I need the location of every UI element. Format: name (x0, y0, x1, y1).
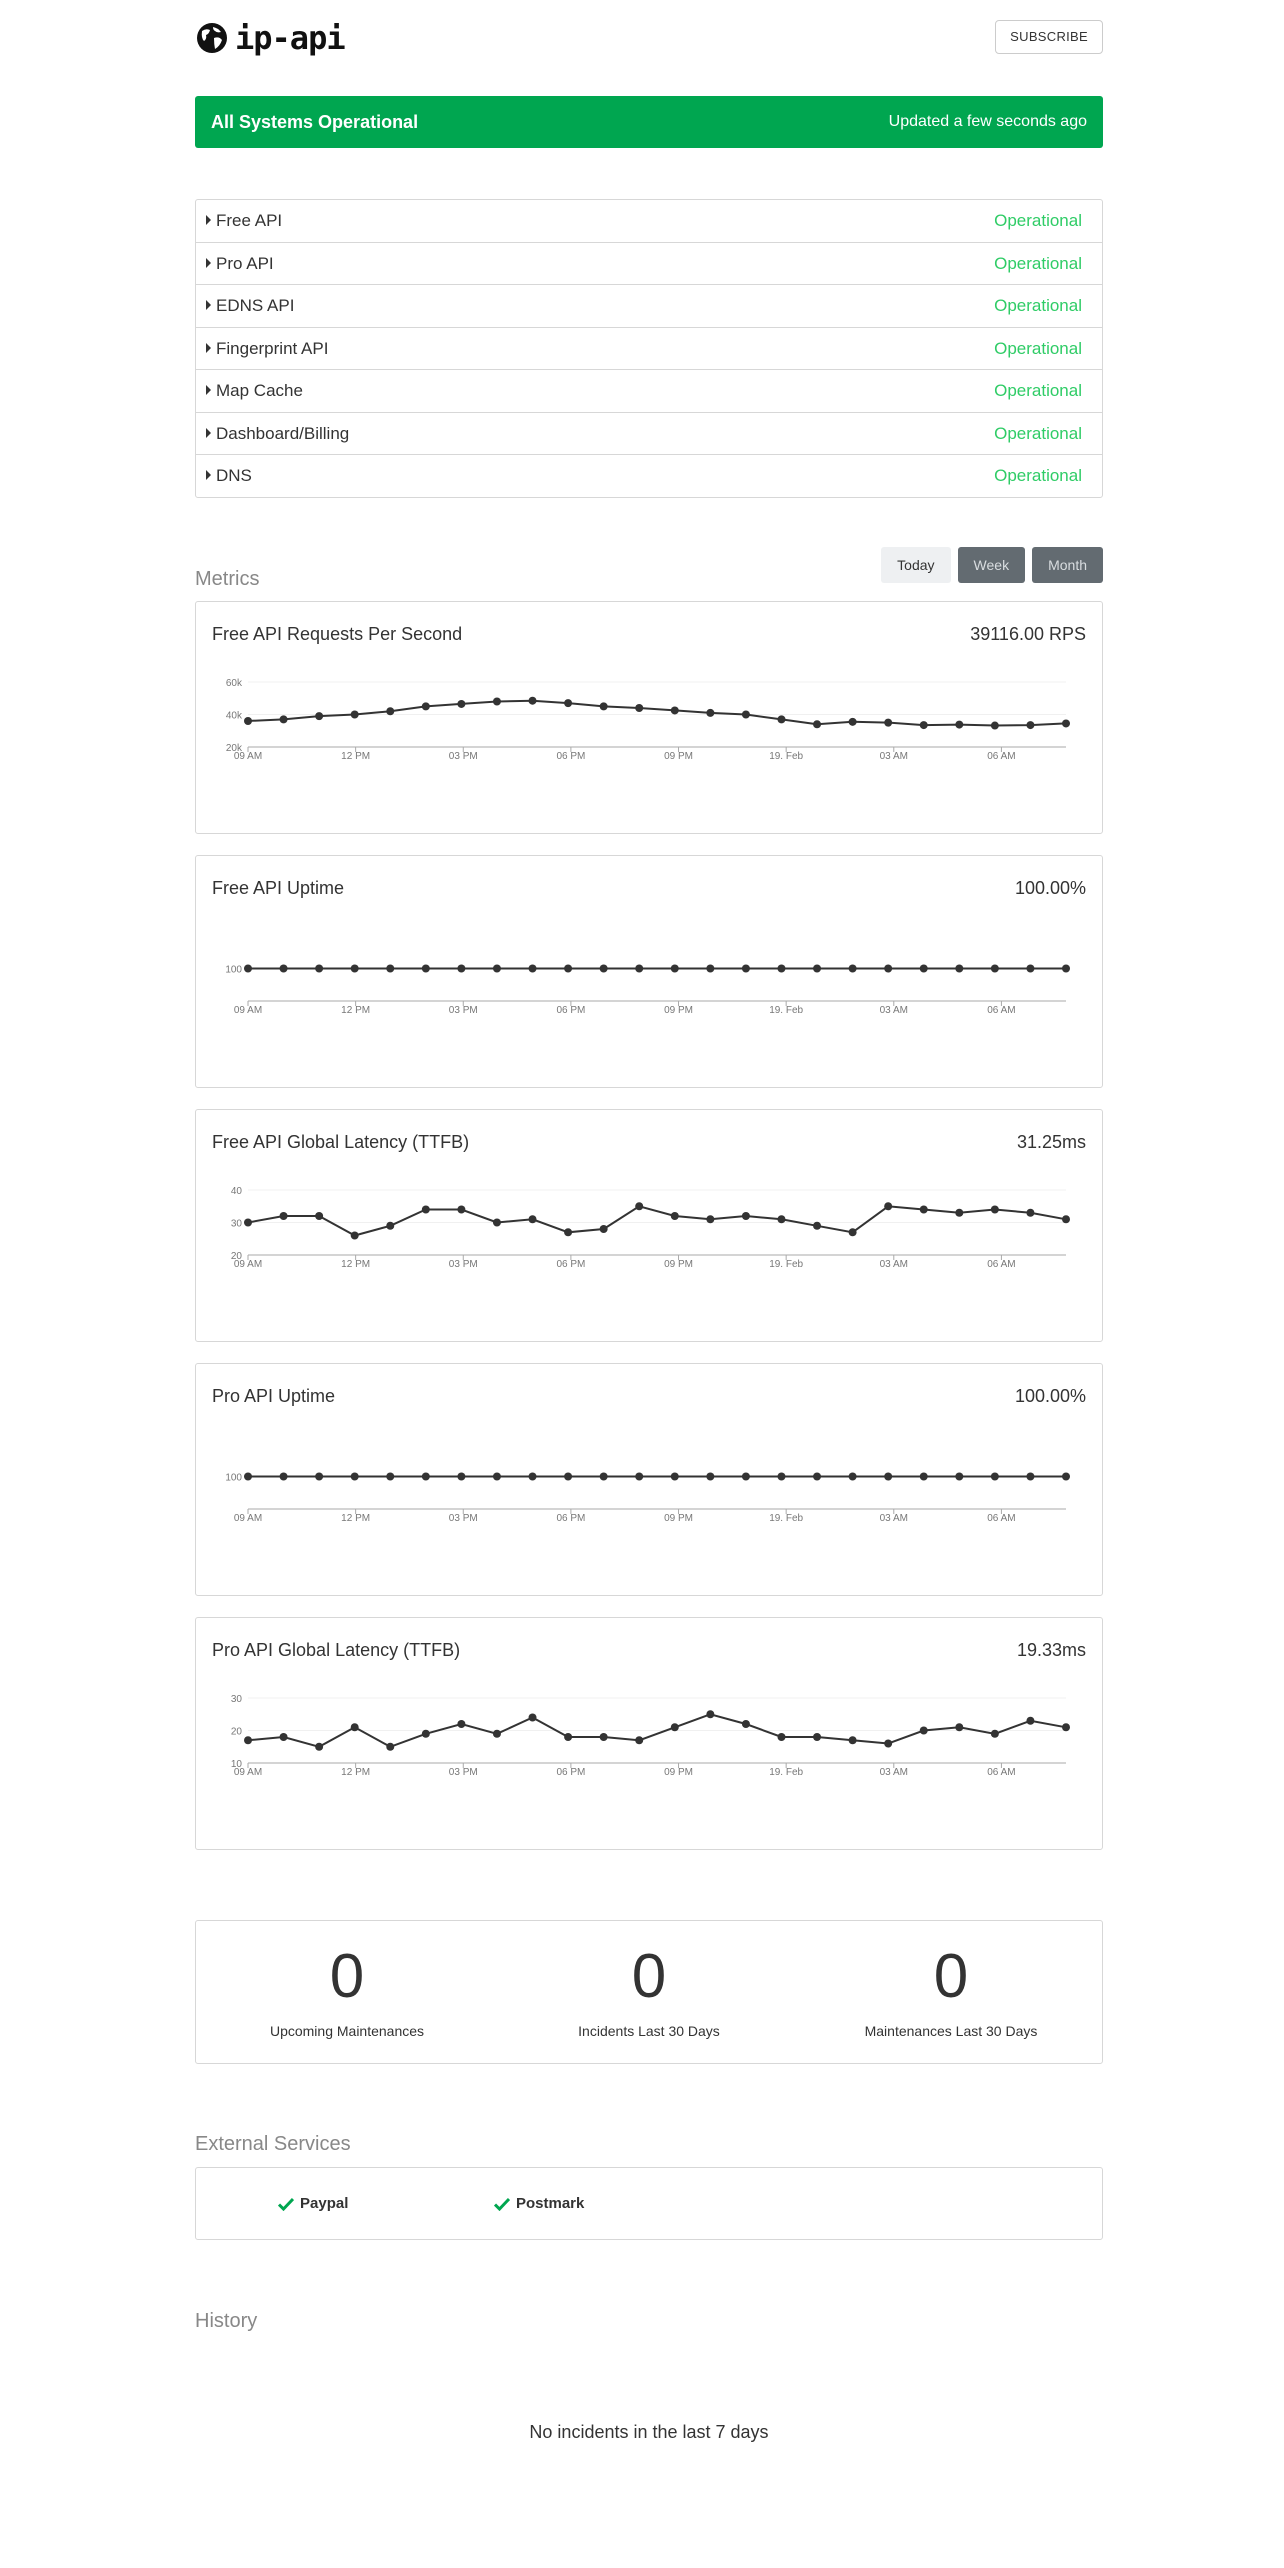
caret-right-icon (206, 385, 211, 395)
data-point (280, 1212, 288, 1220)
data-point (386, 1473, 394, 1481)
history-heading: History (195, 2310, 258, 2332)
data-point (635, 965, 643, 973)
x-tick-label: 09 PM (664, 1259, 693, 1270)
component-name: Map Cache (216, 381, 303, 400)
stat-label: Upcoming Maintenances (269, 2023, 425, 2039)
x-tick-label: 06 PM (556, 1767, 586, 1778)
data-point (600, 965, 608, 973)
data-point (1062, 1215, 1070, 1223)
metric-chart (196, 1110, 1102, 1341)
y-tick-label: 30 (230, 1218, 242, 1230)
metric-title: Pro API Global Latency (TTFB) (212, 1640, 461, 1660)
data-point (955, 1723, 963, 1731)
x-tick-label: 06 PM (556, 1513, 586, 1524)
component-name: EDNS API (216, 296, 295, 315)
data-point (991, 1473, 999, 1481)
y-tick-label: 30 (230, 1694, 242, 1705)
data-point (493, 1219, 501, 1227)
data-point (386, 1222, 394, 1230)
data-point (706, 1215, 714, 1223)
component-name: Free API (216, 211, 283, 230)
x-tick-label: 06 AM (987, 1767, 1016, 1778)
x-tick-label: 03 AM (879, 1513, 908, 1524)
metric-value: 31.25ms (1016, 1132, 1086, 1152)
y-tick-label: 40k (225, 710, 242, 722)
component-name: Pro API (216, 253, 274, 273)
metric-title: Pro API Uptime (212, 1386, 336, 1406)
stat-maintenances-30-days (800, 1921, 1102, 2039)
status-banner (195, 96, 1103, 148)
data-point (1062, 1473, 1070, 1481)
data-point (493, 1473, 501, 1481)
data-point (671, 1212, 679, 1220)
y-tick-label: 20 (230, 1251, 242, 1262)
x-tick-label: 06 AM (987, 1259, 1016, 1270)
component-status: Operational (994, 211, 1082, 230)
metric-value: 19.33ms (1016, 1640, 1086, 1660)
data-point (991, 722, 999, 730)
data-point (991, 965, 999, 973)
x-tick-label: 09 PM (664, 1513, 693, 1524)
data-point (671, 1473, 679, 1481)
component-status: Operational (994, 381, 1082, 400)
data-point (422, 1473, 430, 1481)
x-tick-label: 03 AM (879, 1005, 908, 1016)
x-tick-label: 06 PM (556, 1259, 586, 1270)
header (195, 18, 1103, 58)
component-row-edns-api[interactable] (196, 285, 1102, 328)
external-service-paypal[interactable] (278, 2168, 348, 2239)
data-point (386, 1743, 394, 1751)
data-point (671, 1723, 679, 1731)
data-point (955, 721, 963, 729)
metric-card-free-latency (195, 1109, 1103, 1342)
x-tick-label: 03 AM (879, 1767, 908, 1778)
metric-card-pro-latency (195, 1617, 1103, 1850)
x-tick-label: 19. Feb (769, 1767, 804, 1778)
data-point (280, 1473, 288, 1481)
data-point (849, 718, 857, 726)
x-tick-label: 03 PM (448, 1513, 478, 1524)
y-tick-label: 20 (230, 1726, 242, 1738)
check-icon (494, 2197, 510, 2211)
component-status: Operational (994, 338, 1082, 358)
data-point (884, 1473, 892, 1481)
data-point (280, 965, 288, 973)
x-tick-label: 06 AM (987, 1513, 1016, 1524)
data-point (422, 702, 430, 710)
data-point (315, 965, 323, 973)
component-row-fingerprint-api[interactable] (196, 328, 1102, 371)
caret-right-icon (206, 343, 211, 353)
data-point (529, 697, 537, 705)
brand-name: ip-api (235, 19, 345, 57)
x-tick-label: 12 PM (341, 1259, 371, 1270)
x-tick-label: 12 PM (341, 1767, 371, 1778)
data-point (529, 1714, 537, 1722)
globe-icon (195, 21, 229, 55)
data-point (351, 965, 359, 973)
data-point (920, 965, 928, 973)
data-point (386, 965, 394, 973)
incident-stats (195, 1920, 1103, 2064)
external-services-heading: External Services (195, 2133, 351, 2155)
x-tick-label: 19. Feb (769, 1513, 804, 1524)
data-point (706, 1710, 714, 1718)
x-tick-label: 03 PM (448, 751, 478, 762)
data-point (351, 1473, 359, 1481)
y-tick-label: 10 (230, 1759, 242, 1770)
last-updated: Updated a few seconds ago (888, 113, 1087, 130)
data-point (671, 706, 679, 714)
y-tick-label: 40 (230, 1186, 242, 1197)
check-icon (278, 2197, 294, 2211)
data-point (529, 1215, 537, 1223)
data-point (457, 700, 465, 708)
metric-title: Free API Global Latency (TTFB) (212, 1132, 470, 1152)
data-point (1062, 1723, 1070, 1731)
data-point (849, 1473, 857, 1481)
data-point (920, 721, 928, 729)
data-point (777, 965, 785, 973)
data-point (564, 1473, 572, 1481)
data-point (386, 707, 394, 715)
data-point (315, 1473, 323, 1481)
x-tick-label: 03 PM (448, 1005, 478, 1016)
components-list (195, 199, 1103, 498)
x-tick-label: 09 AM (233, 1513, 263, 1524)
x-tick-label: 19. Feb (769, 1259, 804, 1270)
x-tick-label: 12 PM (341, 1513, 371, 1524)
data-point (671, 965, 679, 973)
data-point (1026, 721, 1034, 729)
x-tick-label: 09 PM (664, 1767, 693, 1778)
no-incidents-message: No incidents in the last 7 days (529, 2422, 769, 2442)
data-point (884, 1740, 892, 1748)
data-point (564, 699, 572, 707)
data-point (493, 1730, 501, 1738)
data-point (742, 711, 750, 719)
series-line (248, 1206, 1066, 1235)
x-tick-label: 03 PM (448, 1259, 478, 1270)
caret-right-icon (206, 258, 211, 268)
data-point (813, 720, 821, 728)
data-point (529, 1473, 537, 1481)
range-today-button[interactable]: Today (881, 547, 950, 583)
data-point (706, 965, 714, 973)
metric-chart (196, 1618, 1102, 1849)
x-tick-label: 12 PM (341, 1005, 371, 1016)
component-row-free-api[interactable] (196, 200, 1102, 243)
data-point (884, 965, 892, 973)
data-point (742, 965, 750, 973)
stat-value: 0 (329, 1942, 365, 2011)
y-tick-label: 100 (225, 1472, 242, 1484)
data-point (813, 1222, 821, 1230)
data-point (635, 704, 643, 712)
metric-title: Free API Requests Per Second (212, 624, 463, 644)
component-name: Dashboard/Billing (216, 423, 350, 443)
data-point (457, 1720, 465, 1728)
data-point (1062, 965, 1070, 973)
external-service-postmark[interactable] (494, 2168, 584, 2239)
x-tick-label: 19. Feb (769, 1005, 804, 1016)
data-point (777, 1215, 785, 1223)
data-point (920, 1206, 928, 1214)
data-point (529, 965, 537, 973)
x-tick-label: 09 AM (233, 1259, 263, 1270)
component-status: Operational (994, 253, 1082, 273)
service-name: Paypal (300, 2195, 349, 2212)
component-name: DNS (216, 466, 252, 485)
series-line (248, 701, 1066, 726)
data-point (1062, 719, 1070, 727)
data-point (600, 1733, 608, 1741)
data-point (742, 1720, 750, 1728)
metric-card-pro-uptime (195, 1363, 1103, 1596)
data-point (457, 965, 465, 973)
data-point (315, 1743, 323, 1751)
x-tick-label: 19. Feb (769, 751, 804, 762)
data-point (955, 1209, 963, 1217)
metric-card-free-requests (195, 601, 1103, 834)
x-tick-label: 03 PM (448, 1767, 478, 1778)
metric-title: Free API Uptime (212, 878, 345, 898)
data-point (813, 1733, 821, 1741)
data-point (244, 1736, 252, 1744)
data-point (635, 1473, 643, 1481)
stat-label: Incidents Last 30 Days (578, 2023, 720, 2039)
overall-status: All Systems Operational (211, 112, 419, 132)
data-point (955, 965, 963, 973)
stat-upcoming-maintenances (196, 1921, 498, 2039)
data-point (422, 1206, 430, 1214)
data-point (635, 1736, 643, 1744)
data-point (991, 1206, 999, 1214)
stat-value: 0 (933, 1942, 969, 2011)
data-point (991, 1730, 999, 1738)
data-point (813, 965, 821, 973)
component-status: Operational (994, 296, 1082, 315)
data-point (884, 1202, 892, 1210)
x-tick-label: 03 AM (879, 751, 908, 762)
caret-right-icon (206, 215, 211, 225)
component-row-map-cache[interactable] (196, 370, 1102, 413)
x-tick-label: 03 AM (879, 1259, 908, 1270)
data-point (777, 1473, 785, 1481)
caret-right-icon (206, 428, 211, 438)
data-point (920, 1473, 928, 1481)
metric-value: 100.00% (1014, 1386, 1086, 1406)
component-row-dashboard-billing[interactable] (196, 413, 1102, 456)
x-tick-label: 06 PM (556, 1005, 586, 1016)
data-point (884, 719, 892, 727)
subscribe-button[interactable]: SUBSCRIBE (995, 20, 1103, 54)
stat-value: 0 (631, 1942, 667, 2011)
data-point (742, 1212, 750, 1220)
logo[interactable] (195, 18, 345, 58)
data-point (1026, 1473, 1034, 1481)
data-point (280, 1733, 288, 1741)
metric-chart (196, 1364, 1102, 1595)
x-tick-label: 09 PM (664, 1005, 693, 1016)
data-point (706, 709, 714, 717)
data-point (351, 1723, 359, 1731)
time-range-selector (881, 547, 1103, 583)
data-point (244, 717, 252, 725)
data-point (457, 1473, 465, 1481)
data-point (742, 1473, 750, 1481)
data-point (600, 1225, 608, 1233)
metric-chart (196, 856, 1102, 1087)
x-tick-label: 06 AM (987, 1005, 1016, 1016)
metric-value: 100.00% (1014, 878, 1086, 898)
data-point (1026, 1717, 1034, 1725)
data-point (351, 711, 359, 719)
data-point (422, 965, 430, 973)
data-point (244, 1473, 252, 1481)
x-tick-label: 09 AM (233, 751, 263, 762)
data-point (1026, 965, 1034, 973)
metric-value: 39116.00 RPS (970, 624, 1086, 644)
component-name: Fingerprint API (216, 338, 329, 358)
caret-right-icon (206, 470, 211, 480)
x-tick-label: 12 PM (341, 751, 371, 762)
x-tick-label: 09 PM (664, 751, 693, 762)
data-point (600, 702, 608, 710)
component-row-pro-api[interactable] (196, 243, 1102, 286)
data-point (493, 965, 501, 973)
stat-incidents-30-days (498, 1921, 800, 2039)
data-point (244, 965, 252, 973)
data-point (457, 1206, 465, 1214)
data-point (564, 1228, 572, 1236)
data-point (564, 965, 572, 973)
range-month-button[interactable]: Month (1032, 547, 1103, 583)
x-tick-label: 09 AM (233, 1005, 263, 1016)
metrics-heading: Metrics (195, 568, 260, 590)
metric-chart (196, 602, 1102, 833)
caret-right-icon (206, 300, 211, 310)
data-point (351, 1232, 359, 1240)
data-point (315, 1212, 323, 1220)
data-point (777, 715, 785, 723)
y-tick-label: 100 (225, 964, 242, 976)
component-status: Operational (994, 466, 1082, 485)
data-point (849, 965, 857, 973)
component-status: Operational (994, 423, 1082, 443)
data-point (849, 1228, 857, 1236)
y-tick-label: 20k (225, 743, 242, 754)
x-tick-label: 06 AM (987, 751, 1016, 762)
external-services-list (195, 2167, 1103, 2240)
x-tick-label: 06 PM (556, 751, 586, 762)
stat-label: Maintenances Last 30 Days (864, 2023, 1038, 2039)
data-point (955, 1473, 963, 1481)
data-point (422, 1730, 430, 1738)
data-point (244, 1219, 252, 1227)
service-name: Postmark (516, 2195, 585, 2212)
data-point (564, 1733, 572, 1741)
data-point (813, 1473, 821, 1481)
data-point (706, 1473, 714, 1481)
data-point (600, 1473, 608, 1481)
data-point (280, 715, 288, 723)
x-tick-label: 09 AM (233, 1767, 263, 1778)
y-tick-label: 60k (225, 678, 242, 689)
data-point (849, 1736, 857, 1744)
data-point (635, 1202, 643, 1210)
data-point (1026, 1209, 1034, 1217)
data-point (777, 1733, 785, 1741)
data-point (920, 1727, 928, 1735)
data-point (315, 712, 323, 720)
component-row-dns[interactable] (196, 455, 1102, 497)
metric-card-free-uptime (195, 855, 1103, 1088)
range-week-button[interactable]: Week (958, 547, 1026, 583)
data-point (493, 698, 501, 706)
